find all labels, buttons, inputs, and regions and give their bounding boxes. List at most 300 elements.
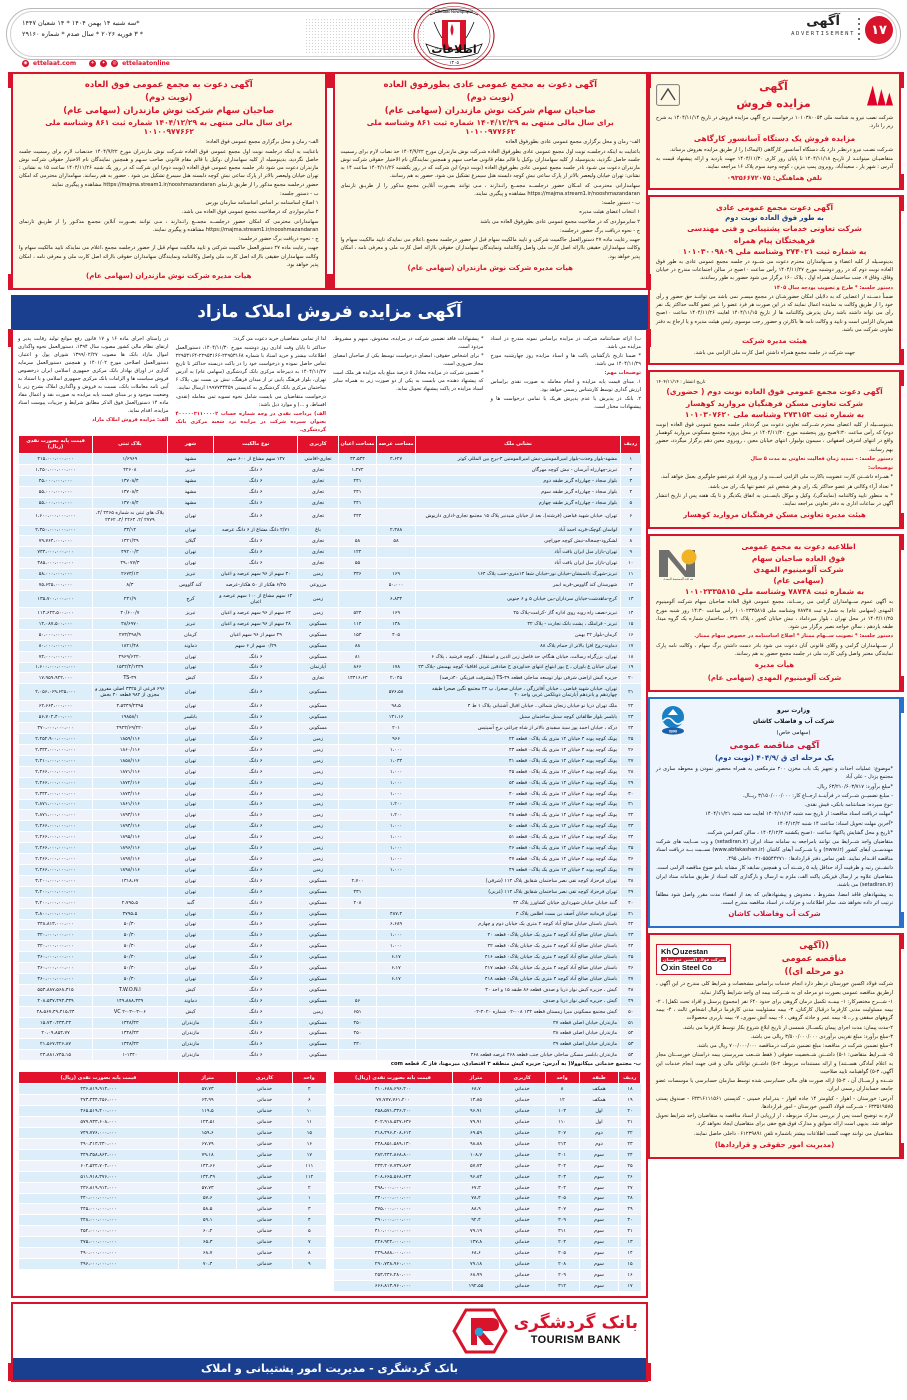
ad-kashan-p4: -نوع سپرده: ضمانتنامه بانکی، فیش نقدی. bbox=[804, 802, 893, 809]
table-cell: ۲۲ bbox=[621, 701, 641, 712]
table-cell: مازندران bbox=[167, 1039, 214, 1050]
tourism-bank-name-fa: بانک گردشگری bbox=[513, 1313, 638, 1334]
table-cell: تهران فرحزاد کوچه تقی نصر ساختمان شقایق پلاک ۱۱۲ (غربی) bbox=[415, 886, 620, 897]
table-cell: زمین bbox=[298, 799, 338, 810]
table-cell: ۱۳۴۱۶،۶۳ bbox=[338, 673, 377, 684]
table-row bbox=[19, 984, 641, 995]
table-row bbox=[19, 1258, 327, 1269]
table-cell: ۱۸۹۳/۱۱۶ bbox=[93, 810, 168, 821]
issue-date-line-1: *سه شنبه ۱۴ بهمن ۱۴۰۴ * ۱۴ شعبان ۱۴۴۷ bbox=[22, 19, 140, 27]
table-cell: ۱۳۷۰۸/۴ bbox=[93, 497, 168, 508]
table-cell: سوم bbox=[579, 1193, 619, 1204]
table-cell: ۷۴،۰۰۰،۰۰۰،۰۰۰ bbox=[19, 651, 93, 662]
table-row bbox=[19, 629, 641, 640]
table-cell: ۲/۷۱ دانگ مشاع از ۶ دانگ عرصه bbox=[214, 525, 298, 536]
ad-extraordinary-p1: الف- زمان و محل برگزاری مجمع عمومی فوق العاده: bbox=[205, 139, 319, 146]
ad-almahdi-registration: به شماره ثبت ۷۸۷۴۸ وشناسه ملی ۱۰۱۰۲۳۳۵۸۱۵ bbox=[684, 587, 865, 597]
table-cell: تهران bbox=[167, 766, 214, 777]
ad-auction-body bbox=[656, 114, 893, 131]
table-cell: ۱/۶۹۶۹ bbox=[93, 453, 168, 464]
table-cell: ۲۷۳/۴۹۸/۹ bbox=[93, 629, 168, 640]
table-cell: ۲،۴۶۶،۰۰۰،۰۰۰،۰۰۰ bbox=[19, 821, 93, 832]
ad-kashan-p8: متقاضیان واجد شــرایط می توانند بامراجعه به سامانه ستاد ایران (setadiran.ir) و وب ســایت های شرکت مهندســی آبفای کشور (nww.ir) و یا شــرکت آبفای کاشان (www.abfakashan.ir) نســبت بــه دریافت اسناد مناقصه اقــدام نمایند. تلفن تماس دفتر قراردادها: ۵۵۵۴۴۲۷۱۰-۰۳۱ داخلی ۴۹۵. bbox=[656, 839, 894, 862]
table-cell: ۱۸۶۱/۱۱۶ bbox=[93, 799, 168, 810]
issue-date-block bbox=[22, 18, 143, 41]
table-cell: پونک کوچه پونه ۴ خیابان ۱۲ متری یک پلاک۰ قطعه ۵۲ bbox=[415, 777, 620, 788]
table-cell: تهران bbox=[167, 558, 214, 569]
table-cell: ۱۳۷۰۸/۴ bbox=[93, 486, 168, 497]
table-cell: ۱۸۷۳/۱۱۶ bbox=[93, 788, 168, 799]
table-cell: ۵۱ bbox=[621, 1017, 641, 1028]
table-cell: ۲۵۳،۲۳۶،۲۸۰،۰۰۰ bbox=[333, 1269, 453, 1280]
table-cell: تبریز bbox=[167, 464, 214, 475]
table-cell: تهران bbox=[167, 788, 214, 799]
table-cell: ۲۹۶۹/۶۲۲۰ bbox=[93, 651, 168, 662]
ad-kashan-tender bbox=[648, 697, 901, 928]
ad-auction-body-2 bbox=[656, 146, 893, 172]
table-cell bbox=[93, 886, 168, 897]
table-row bbox=[19, 734, 641, 745]
ad-almahdi-title-3: شرکت آلومینیوم المهدی bbox=[753, 564, 844, 574]
table-cell: خدماتی bbox=[237, 1171, 292, 1182]
table-cell: مسکونی bbox=[298, 651, 338, 662]
table-cell: ۳۳۶ bbox=[338, 569, 377, 580]
table-cell: جزیره کیش اراضی شرقی نوار توسعه ساحلی قطعه TS-۳۹ (پیشرفت فیزیکی ۴۰درصد) bbox=[415, 673, 620, 684]
table-cell: ۴۱۰،۶۸۸،۶۹۶،۲۰۰ bbox=[333, 1084, 453, 1095]
auction-intro-col-2 bbox=[176, 335, 327, 435]
table-cell: سوم bbox=[579, 1280, 619, 1291]
table-cell: T.W.O.N.I bbox=[93, 984, 168, 995]
table-cell: خدماتی bbox=[237, 1128, 292, 1139]
table-cell: ۶ دانگ bbox=[214, 952, 298, 963]
table-cell: ۵۸ bbox=[338, 536, 377, 547]
table-cell: ۲۴۵،۰۰۰،۰۰۰،۰۰۰ bbox=[19, 1204, 179, 1215]
table-cell: ۶ دانگ bbox=[214, 886, 298, 897]
th-sub-area: متراژ bbox=[453, 1072, 499, 1084]
table-cell: باستان خیابان صالح آباد کوچه ۴ متری یک خیابان پلاک۰ قطعه ۴۱۶ bbox=[415, 952, 620, 963]
table-cell: ۵۷۶،۵۸ bbox=[377, 684, 416, 701]
table-cell: ۶ دانگ bbox=[214, 908, 298, 919]
table-row bbox=[19, 974, 641, 985]
table-cell: زمین bbox=[298, 745, 338, 756]
ad-kashan-p2: *مبلغ برآورد: ۶۳/۲۱۰/۶۰۳/۷۱۷ ریال. bbox=[816, 783, 893, 790]
table-cell: مسکونی bbox=[298, 897, 338, 908]
table-row bbox=[19, 854, 641, 865]
table-cell bbox=[338, 734, 377, 745]
table-cell: ۶ دانگ bbox=[214, 766, 298, 777]
table-cell: ۱۹ bbox=[621, 662, 641, 673]
table-row bbox=[19, 1248, 327, 1259]
table-cell: خدماتی bbox=[499, 1084, 545, 1095]
subtables-row bbox=[18, 1071, 641, 1291]
table-cell: تجاری bbox=[298, 536, 338, 547]
ad-auction-header bbox=[656, 79, 893, 112]
table-cell: تهران bbox=[167, 919, 214, 930]
table-row bbox=[19, 1006, 641, 1017]
table-cell: کیش مجتمع مسکونی میرا زمستان قطعه ۱۳۲ ۰۰۸-۰۲ شماره ۴۰۲۰-۰۲ bbox=[415, 1006, 620, 1017]
ad-ordinary-title-3: صاحبان سهام شرکت نوش مازندران (سهامی عام) bbox=[384, 105, 596, 116]
table-cell: ۲،۲۵۲،۹۰۰،۰۰۰،۰۰۰ bbox=[19, 734, 93, 745]
table-cell: سوم bbox=[579, 1182, 619, 1193]
table-row bbox=[19, 486, 641, 497]
ad-koohsar-registration: به شماره ثبت ۲۷۳۱۵۳ وشناسه ملی ۱۰۱۰۳۰۷۶۲۰ bbox=[684, 409, 865, 419]
table-cell: ۶۵۱ bbox=[338, 1006, 377, 1017]
table-cell: سوم bbox=[579, 1204, 619, 1215]
table-cell: زمین bbox=[298, 832, 338, 843]
table-cell bbox=[338, 919, 377, 930]
ad-oxin-tender bbox=[648, 933, 901, 1159]
ad-oxin-p9: لازم به توضیح است پس از بررسی مدارک مربوطه ، از ارزیابی از اسناد مناقصه به متقاضیان راجد شرایط تحویل خواهد شد. بدیهی است ارائه سوابق و مدارک فوق هیچ حقی برای متقاضیان ایجاد نخواهد کرد. bbox=[656, 1113, 893, 1128]
table-row bbox=[19, 723, 641, 734]
table-cell bbox=[377, 558, 416, 569]
table-cell: پونک کوچه پونه ۴ خیابان ۱۲ متری یک پلاک۰ قطعه ۴۷ bbox=[415, 854, 620, 865]
table-cell: ۱۶۹ bbox=[377, 569, 416, 580]
table-cell: ۱۸۶۰/۱۱۶ bbox=[93, 745, 168, 756]
table-cell: ۱۹ bbox=[619, 1095, 641, 1106]
table-cell: ۶ دانگ bbox=[214, 651, 298, 662]
ad-ordinary-p7: ج - نحوه دریافت برگ حضور درجلسه: bbox=[560, 227, 640, 234]
table-cell: زمین bbox=[298, 788, 338, 799]
table-cell: ۲۱۳ bbox=[545, 1139, 579, 1150]
ad-ordinary-p3: سهامدارانی محترمـی که امـکان حضور درجلســه مجمــع رانـدارند ، مـی توانند بصـورت آنلایـن مجمع مذکور را از طریـق تارنمای https://majma.stream1.ir/nooshmazandaran مشاهده و پیگیری نمایند. bbox=[340, 182, 640, 197]
subtable-right-body bbox=[19, 1084, 327, 1269]
table-row bbox=[19, 662, 641, 673]
table-cell: ۶،۶۸۹ bbox=[377, 919, 416, 930]
table-cell: ۶،۱۷ bbox=[377, 974, 416, 985]
table-cell: ۲۷۳،۴۳۴،۲۵۶،۰۰۰ bbox=[19, 1095, 179, 1106]
svg-text:اطلاعات: اطلاعات bbox=[430, 43, 477, 56]
table-row bbox=[19, 712, 641, 723]
table-cell: ۴۸۷،۲ bbox=[377, 908, 416, 919]
table-cell: ۵۵ bbox=[338, 558, 377, 569]
table-cell: ۵۵،۰۰۰،۰۰۰،۰۰۰ bbox=[19, 486, 93, 497]
ad-extraordinary-body bbox=[19, 138, 319, 269]
table-cell: ۱۴ bbox=[621, 608, 641, 619]
table-cell: ۳۷۹۵،۵ bbox=[93, 908, 168, 919]
th-ownership: نوع مالکیت bbox=[214, 435, 298, 453]
table-cell: ۲۰،۰۹،۸۵۴،۷۷ bbox=[19, 1028, 93, 1039]
table-cell: مسکونی bbox=[298, 618, 338, 629]
table-cell: ۲۱ bbox=[619, 1117, 641, 1128]
table-row bbox=[19, 897, 641, 908]
ad-almahdi-agenda: دستور جلسه: * تصویب ســهام ممتاز * اصلاح اساسنامه در خصوص سهام ممتاز. bbox=[694, 633, 893, 640]
table-cell: ۱،۰۰۰ bbox=[377, 832, 416, 843]
th-sub-unit: واحد bbox=[545, 1072, 579, 1084]
kashan-water-logo-icon bbox=[656, 705, 690, 737]
table-cell: ۶ دانگ bbox=[214, 497, 298, 508]
table-cell: ۵۷،۷۳ bbox=[178, 1182, 236, 1193]
table-cell: ۳۱۱ bbox=[545, 1226, 579, 1237]
table-cell: ۱۳۸ bbox=[377, 618, 416, 629]
table-cell: ۲۴۱ bbox=[338, 475, 377, 486]
table-cell: ۲۶ bbox=[621, 745, 641, 756]
table-cell: ۱،۰۰۰ bbox=[377, 821, 416, 832]
ad-auction-phone[interactable]: تلفن هماهنگی: ۰۹۳۵۶۶۷۲۰۷۵ bbox=[726, 173, 823, 182]
table-cell: ۳۶۰،۰۰۰،۰۰۰،۰۰۰ bbox=[19, 974, 93, 985]
table-cell: تبریز bbox=[167, 618, 214, 629]
table-row bbox=[19, 864, 641, 875]
svg-text:Ettelaat Newspaper: Ettelaat Newspaper bbox=[434, 9, 473, 14]
table-cell: اول bbox=[579, 1106, 619, 1117]
table-cell: بابلسر bbox=[167, 712, 214, 723]
table-cell: ۲ bbox=[292, 1182, 326, 1193]
table-cell bbox=[338, 941, 377, 952]
table-cell: ۴۵،۰۰۰،۰۰۰،۰۰۰ bbox=[19, 475, 93, 486]
table-row bbox=[19, 788, 641, 799]
table-cell: ۱ bbox=[621, 453, 641, 464]
table-cell: تهران bbox=[167, 854, 214, 865]
table-cell: لواسان کوچک-قریه احمد آباد bbox=[415, 525, 620, 536]
table-cell: ۶۹،۵۹ bbox=[453, 1128, 499, 1139]
ad-extraordinary-p7: ج - نحوه دریافت برگ حضور درجلسه: bbox=[238, 236, 319, 242]
table-cell bbox=[338, 701, 377, 712]
table-cell: ۱۵،۷۳۰،۴۳۳،۲۳ bbox=[19, 1017, 93, 1028]
table-cell: ۶ دانگ bbox=[214, 821, 298, 832]
table-cell: همکف bbox=[579, 1084, 619, 1095]
table-cell: ۲۴۱ bbox=[338, 497, 377, 508]
table-row bbox=[19, 618, 641, 629]
auction-frame bbox=[11, 330, 648, 1298]
ad-kashan-p7: *تاریخ و محل گشایش پاکتها: ساعت ۱۰صبح یکشنبه ۱۴۰۴/۱۲/۳ ، سالن کنفرانس شرکت. bbox=[706, 829, 893, 836]
ad-ordinary-p6: ۲ سایرمواردی که در صلاحیت مجمع عمومی عادی بطورفوق العاده می باشد bbox=[480, 218, 640, 225]
table-row bbox=[333, 1106, 641, 1117]
table-cell: ۴۳۰ bbox=[338, 1039, 377, 1050]
auction-intro-col-3 bbox=[333, 335, 484, 435]
social-handle[interactable]: ettelaatonline bbox=[122, 60, 170, 67]
table-cell: ۴۵ bbox=[621, 952, 641, 963]
ad-extraordinary-registration: برای سال مالی منتهی به ۱۴۰۴/۱۲/۲۹ شماره ثبت ۸۶۱ وشناسه ملی ۱۰۱۰۰۹۷۷۶۶۲ bbox=[45, 118, 293, 137]
table-cell: ۳۰۷ bbox=[545, 1204, 579, 1215]
table-cell: آپارتمان bbox=[298, 662, 338, 673]
ad-oxin-signature: (مدیریت امور حقوقی و قراردادها) bbox=[714, 1140, 835, 1149]
table-cell: ۵ bbox=[621, 497, 641, 508]
auction-intro-c4-p2: * ضمنا تاریخ بازگشایی پاکت ها و اسناد مزایده روز چهارشنبه مورخ ۱۴۰۴/۱۱/۲۹ می باشد. bbox=[490, 352, 641, 367]
telegram-icon[interactable]: ✈ bbox=[90, 61, 95, 66]
ad-farhikhtegan-coop bbox=[648, 195, 901, 366]
table-row bbox=[19, 1128, 327, 1139]
table-cell: ۱،۲۰۰ bbox=[377, 799, 416, 810]
table-row bbox=[333, 1149, 641, 1160]
ad-extraordinary-p8: جهت رعایت ماده ۲۷ دستورالعمل حاکمیت شرکتی و تایید مالکیت سهام قبل از حضور درجلسه مجمع ،اعلام می نمایدکه تایید مالکیت سهام وا وکالت سهامداران حقیقی باارائه اصل کارت ملی واصل وکالتنامه ونمایندگان سهامداران حقوقی باارائه اصل کارت ملی و معرفی نامه ، امکان پذیر خواهد بود. bbox=[19, 245, 319, 268]
section-label-fa: آگهی bbox=[806, 14, 840, 29]
table-cell: ۱۴،۰۸۷،۵۰۰،۰۰۰ bbox=[19, 618, 93, 629]
table-cell: ۲۱۵،۰۰۰،۰۰۰،۰۰۰ bbox=[19, 453, 93, 464]
table-cell: مزروعی bbox=[298, 580, 338, 591]
table-cell: خدماتی bbox=[237, 1182, 292, 1193]
table-cell: ۷۳۴،۰۰۰،۰۰۰،۰۰۰ bbox=[19, 547, 93, 558]
table-cell: ۴۹۲۰۰/۳ bbox=[93, 547, 168, 558]
table-cell: ۲۳،۸۸۱،۷۴۵،۱۵ bbox=[19, 1050, 93, 1061]
table-cell: ۷۹،۷۶۴،۰۰۰،۰۰۰ bbox=[19, 536, 93, 547]
table-cell bbox=[338, 799, 377, 810]
table-row bbox=[19, 1226, 327, 1237]
table-cell: ۶ دانگ bbox=[214, 547, 298, 558]
table-cell: ۴۱ bbox=[621, 908, 641, 919]
table-cell: تهران bbox=[167, 734, 214, 745]
auction-intro-c3-p3: * تضمین شرکت در مزایده معادل ۵ درصد مبلغ پایه مزایده هر ملک است که پیشنهاد دهنده می بایست به یکی از دو صورت زیر به همراه سایر اسناد مزایده در پاکت پیشنهاد تحویل نماید. bbox=[333, 369, 484, 392]
table-cell: ۵۰/۳۰ bbox=[93, 930, 168, 941]
table-cell: تهران فرحزاد کوچه تقی نصر ساختمان شقایق پلاک ۱۱۲ (شرقی) bbox=[415, 875, 620, 886]
table-cell: مازندران bbox=[167, 1028, 214, 1039]
table-cell: ۲۶۷۳/۱۳ bbox=[93, 569, 168, 580]
table-cell: باستان خیابان صالح آباد کوچه ۴ متری یک خیابان پلاک۰ قطعه ۴۱۷ bbox=[415, 963, 620, 974]
auction-intro-c1-p2: الف: مزایده فروش املاک مازاد bbox=[92, 416, 169, 423]
table-cell: مسکونی bbox=[298, 963, 338, 974]
ad-coop-registration: به شماره ثبت ۲۷۴۰۲۱ وشناسه ملی ۱۰۱۰۳۰۰۹۸۰۹ bbox=[682, 246, 867, 256]
table-cell: پونک کوچه پونه ۴ خیابان ۱۲ متری یک پلاک۰ قطعه ۲۲ bbox=[415, 734, 620, 745]
table-cell bbox=[338, 684, 377, 701]
ad-oxin-p3: ۲-مدت پیمان: مدت اجرای پیمان یکســال شمسی از تاریخ ابلاغ شروع بکار توسط کارفرما می باشد. bbox=[682, 1024, 893, 1031]
table-row bbox=[19, 821, 641, 832]
twitter-icon[interactable]: ✦ bbox=[101, 61, 106, 66]
table-cell: ۸ bbox=[292, 1248, 326, 1259]
table-row bbox=[19, 1084, 327, 1095]
table-cell: ۴۰۸،۵۳۷،۴۹۴،۳۳۹ bbox=[19, 995, 93, 1006]
table-cell: مشهد bbox=[167, 453, 214, 464]
ad-auction-title-1: آگهی bbox=[759, 80, 788, 93]
table-cell: ۶۳ سهم از ۹۶ سهم عرصه و اعیان bbox=[214, 608, 298, 619]
table-cell: ۱۳ bbox=[621, 590, 641, 607]
table-row bbox=[19, 832, 641, 843]
table-cell: خدماتی bbox=[499, 1204, 545, 1215]
table-row bbox=[333, 1215, 641, 1226]
ad-almahdi-header bbox=[656, 541, 893, 586]
table-cell: ۶ دانگ bbox=[214, 832, 298, 843]
table-cell: ۶ دانگ bbox=[214, 723, 298, 734]
table-cell: تهران bbox=[167, 777, 214, 788]
table-cell: مسکونی bbox=[298, 941, 338, 952]
table-cell: ۲۰۱ bbox=[377, 723, 416, 734]
table-cell: ۶ دانگ bbox=[214, 777, 298, 788]
table-cell: تبریز-شهرک باغمیشان-خیابان نور-خیابان شفا ۱۴متری-جنب پلاک ۱۶۴ bbox=[415, 569, 620, 580]
table-cell: ۲۰ bbox=[619, 1106, 641, 1117]
instagram-icon[interactable]: ◎ bbox=[112, 61, 117, 66]
table-cell: ۶ دانگ bbox=[214, 508, 298, 525]
table-cell: ۱۰ bbox=[621, 558, 641, 569]
table-cell: زمین bbox=[298, 843, 338, 854]
table-cell: تبریز-نصف راه روبه روی اداره گاز -کرامت-پلاک ۴۵ bbox=[415, 608, 620, 619]
svg-text:۱۳۰۵: ۱۳۰۵ bbox=[448, 61, 459, 66]
ad-ordinary-body bbox=[341, 138, 641, 261]
table-cell: ۱۵ bbox=[619, 1258, 641, 1269]
table-cell: تجاری bbox=[298, 497, 338, 508]
table-cell: ۶ دانگ bbox=[214, 919, 298, 930]
table-cell: تهران bbox=[167, 810, 214, 821]
auction-intro-columns bbox=[18, 335, 641, 435]
auction-section bbox=[11, 295, 648, 1298]
ad-auction-title-2: مزایده فروش bbox=[736, 96, 811, 110]
table-cell: ۲،۴۶۶،۰۰۰،۰۰۰،۰۰۰ bbox=[19, 832, 93, 843]
table-cell: مسکونی bbox=[298, 995, 338, 1006]
table-cell bbox=[377, 875, 416, 886]
table-cell: ۱۸۷۱/۱۱۶ bbox=[93, 766, 168, 777]
ad-koohsar-signature: هیئت مدیره تعاونی مسکن فرهنگیان مروارید کوهسار bbox=[683, 511, 866, 520]
table-cell: ۶۹۶ فرعی از ۳۳۲۵ اصلی مفروز و مجزی از ۹۸۲ قطعه ۴۰ بخش bbox=[93, 684, 168, 701]
table-cell: ۶ دانگ bbox=[214, 897, 298, 908]
table-cell: ۱۲۳،۵۱ bbox=[178, 1117, 236, 1128]
table-row bbox=[19, 1215, 327, 1226]
table-cell: ۸ bbox=[621, 536, 641, 547]
table-cell: ۹۸،۸۸ bbox=[453, 1139, 499, 1150]
table-cell: ۱۱۱ bbox=[292, 1160, 326, 1171]
table-cell: ۳۹ bbox=[621, 886, 641, 897]
table-cell: ۸۰،۰۰۰،۰۰۰،۰۰۰ bbox=[19, 640, 93, 651]
table-cell: تهران bbox=[167, 963, 214, 974]
table-cell: ۴۲ bbox=[621, 919, 641, 930]
website-url[interactable]: ettelaat.com bbox=[33, 60, 77, 67]
table-cell: خدماتی bbox=[237, 1248, 292, 1259]
table-row bbox=[19, 745, 641, 756]
table-cell: ۱،۰۰۰ bbox=[377, 777, 416, 788]
table-row bbox=[333, 1237, 641, 1248]
table-cell: ۸۸ bbox=[338, 640, 377, 651]
table-cell: مازندران خیابان اصلی قطعه ۳۹ bbox=[415, 1039, 620, 1050]
auction-properties-table bbox=[18, 435, 641, 1062]
table-cell: لشکرود-چمخاله-نبش کوچه جوراچی bbox=[415, 536, 620, 547]
table-row bbox=[19, 799, 641, 810]
table-cell: ۶۰۲،۵۲۲،۷۰۴،۰۰۰ bbox=[19, 1160, 179, 1171]
table-cell: ۱۱۳،۶۲۳،۵۰۰،۰۰۰ bbox=[19, 608, 93, 619]
th-address: نشانی ملک bbox=[415, 435, 620, 453]
ad-koohsar-title-2: شرکت تعاونی مسکن فرهنگیان مروارید کوهسار bbox=[685, 398, 864, 408]
table-row bbox=[19, 952, 641, 963]
table-cell: ۱۳۱۸،۶۷ bbox=[93, 875, 168, 886]
table-cell: ۱۵ bbox=[292, 1128, 326, 1139]
table-cell: ۲،۳۳۲،۰۰۰،۰۰۰،۰۰۰ bbox=[19, 788, 93, 799]
ad-extraordinary-p3: ب - دستور جلسه: bbox=[280, 190, 319, 197]
table-cell: دوم bbox=[579, 1128, 619, 1139]
table-cell bbox=[377, 1039, 416, 1050]
svg-text:شرکت آلومینیوم المهدی: شرکت آلومینیوم المهدی bbox=[662, 576, 694, 580]
table-cell: ۶ bbox=[292, 1095, 326, 1106]
table-cell: ۳۱ bbox=[619, 1226, 641, 1237]
table-cell: ۱۷ bbox=[619, 1280, 641, 1291]
th-sub2-area: متراژ bbox=[178, 1072, 236, 1084]
table-cell: ۶ دانگ bbox=[214, 984, 298, 995]
table-cell: ۲،۴۶۶،۰۰۰،۰۰۰،۰۰۰ bbox=[19, 843, 93, 854]
th-plate: پلاک ثبتی bbox=[93, 435, 168, 453]
table-row bbox=[19, 547, 641, 558]
table-cell: ۳۰ bbox=[619, 1215, 641, 1226]
table-cell: ۴۰۸،۶۶۵،۵۶۸،۶۲۴ bbox=[333, 1171, 453, 1182]
table-cell: VC ۲-۰۳-۰۳-۰۶ bbox=[93, 1006, 168, 1017]
svg-text:ISIRI: ISIRI bbox=[669, 729, 677, 734]
table-cell: ۱۲۲ bbox=[338, 547, 377, 558]
table-cell: ۳۰۳ bbox=[545, 1171, 579, 1182]
table-cell: ۷۷،۷۷۷،۷۶۱،۲۰۰ bbox=[333, 1095, 453, 1106]
table-cell: زمین bbox=[298, 755, 338, 766]
table-cell: ۴۷ bbox=[621, 974, 641, 985]
table-cell: ۶ دانگ bbox=[214, 475, 298, 486]
page-number-badge: ۱۷ bbox=[865, 16, 893, 44]
table-cell: ۳۰۴ bbox=[545, 1182, 579, 1193]
table-cell: تهران bbox=[167, 821, 214, 832]
footer-department-bar: بانک گردشگری - مدیریت امور پشتیبانی و املاک bbox=[13, 1358, 646, 1380]
table-cell: مسکونی bbox=[298, 952, 338, 963]
table-row bbox=[19, 1171, 327, 1182]
table-cell: ۴۳ bbox=[621, 930, 641, 941]
subtable-right bbox=[18, 1071, 327, 1270]
table-cell: ۱۰۸،۷ bbox=[453, 1149, 499, 1160]
table-cell: ۱،۰۰۰ bbox=[377, 843, 416, 854]
table-row bbox=[19, 777, 641, 788]
table-row bbox=[19, 755, 641, 766]
table-cell: ۶ bbox=[621, 508, 641, 525]
table-cell: تهران، بزرگراه رسالت، خیابان هنگام، حد فاصل زین الدین و استقلال ، کوچه فرشید ، پلاک ۶ bbox=[415, 651, 620, 662]
table-cell: مسکونی bbox=[298, 875, 338, 886]
table-cell: کرمان-بلوار ۲۲ بهمن bbox=[415, 629, 620, 640]
table-cell: ۱،۰۳۴ bbox=[377, 755, 416, 766]
